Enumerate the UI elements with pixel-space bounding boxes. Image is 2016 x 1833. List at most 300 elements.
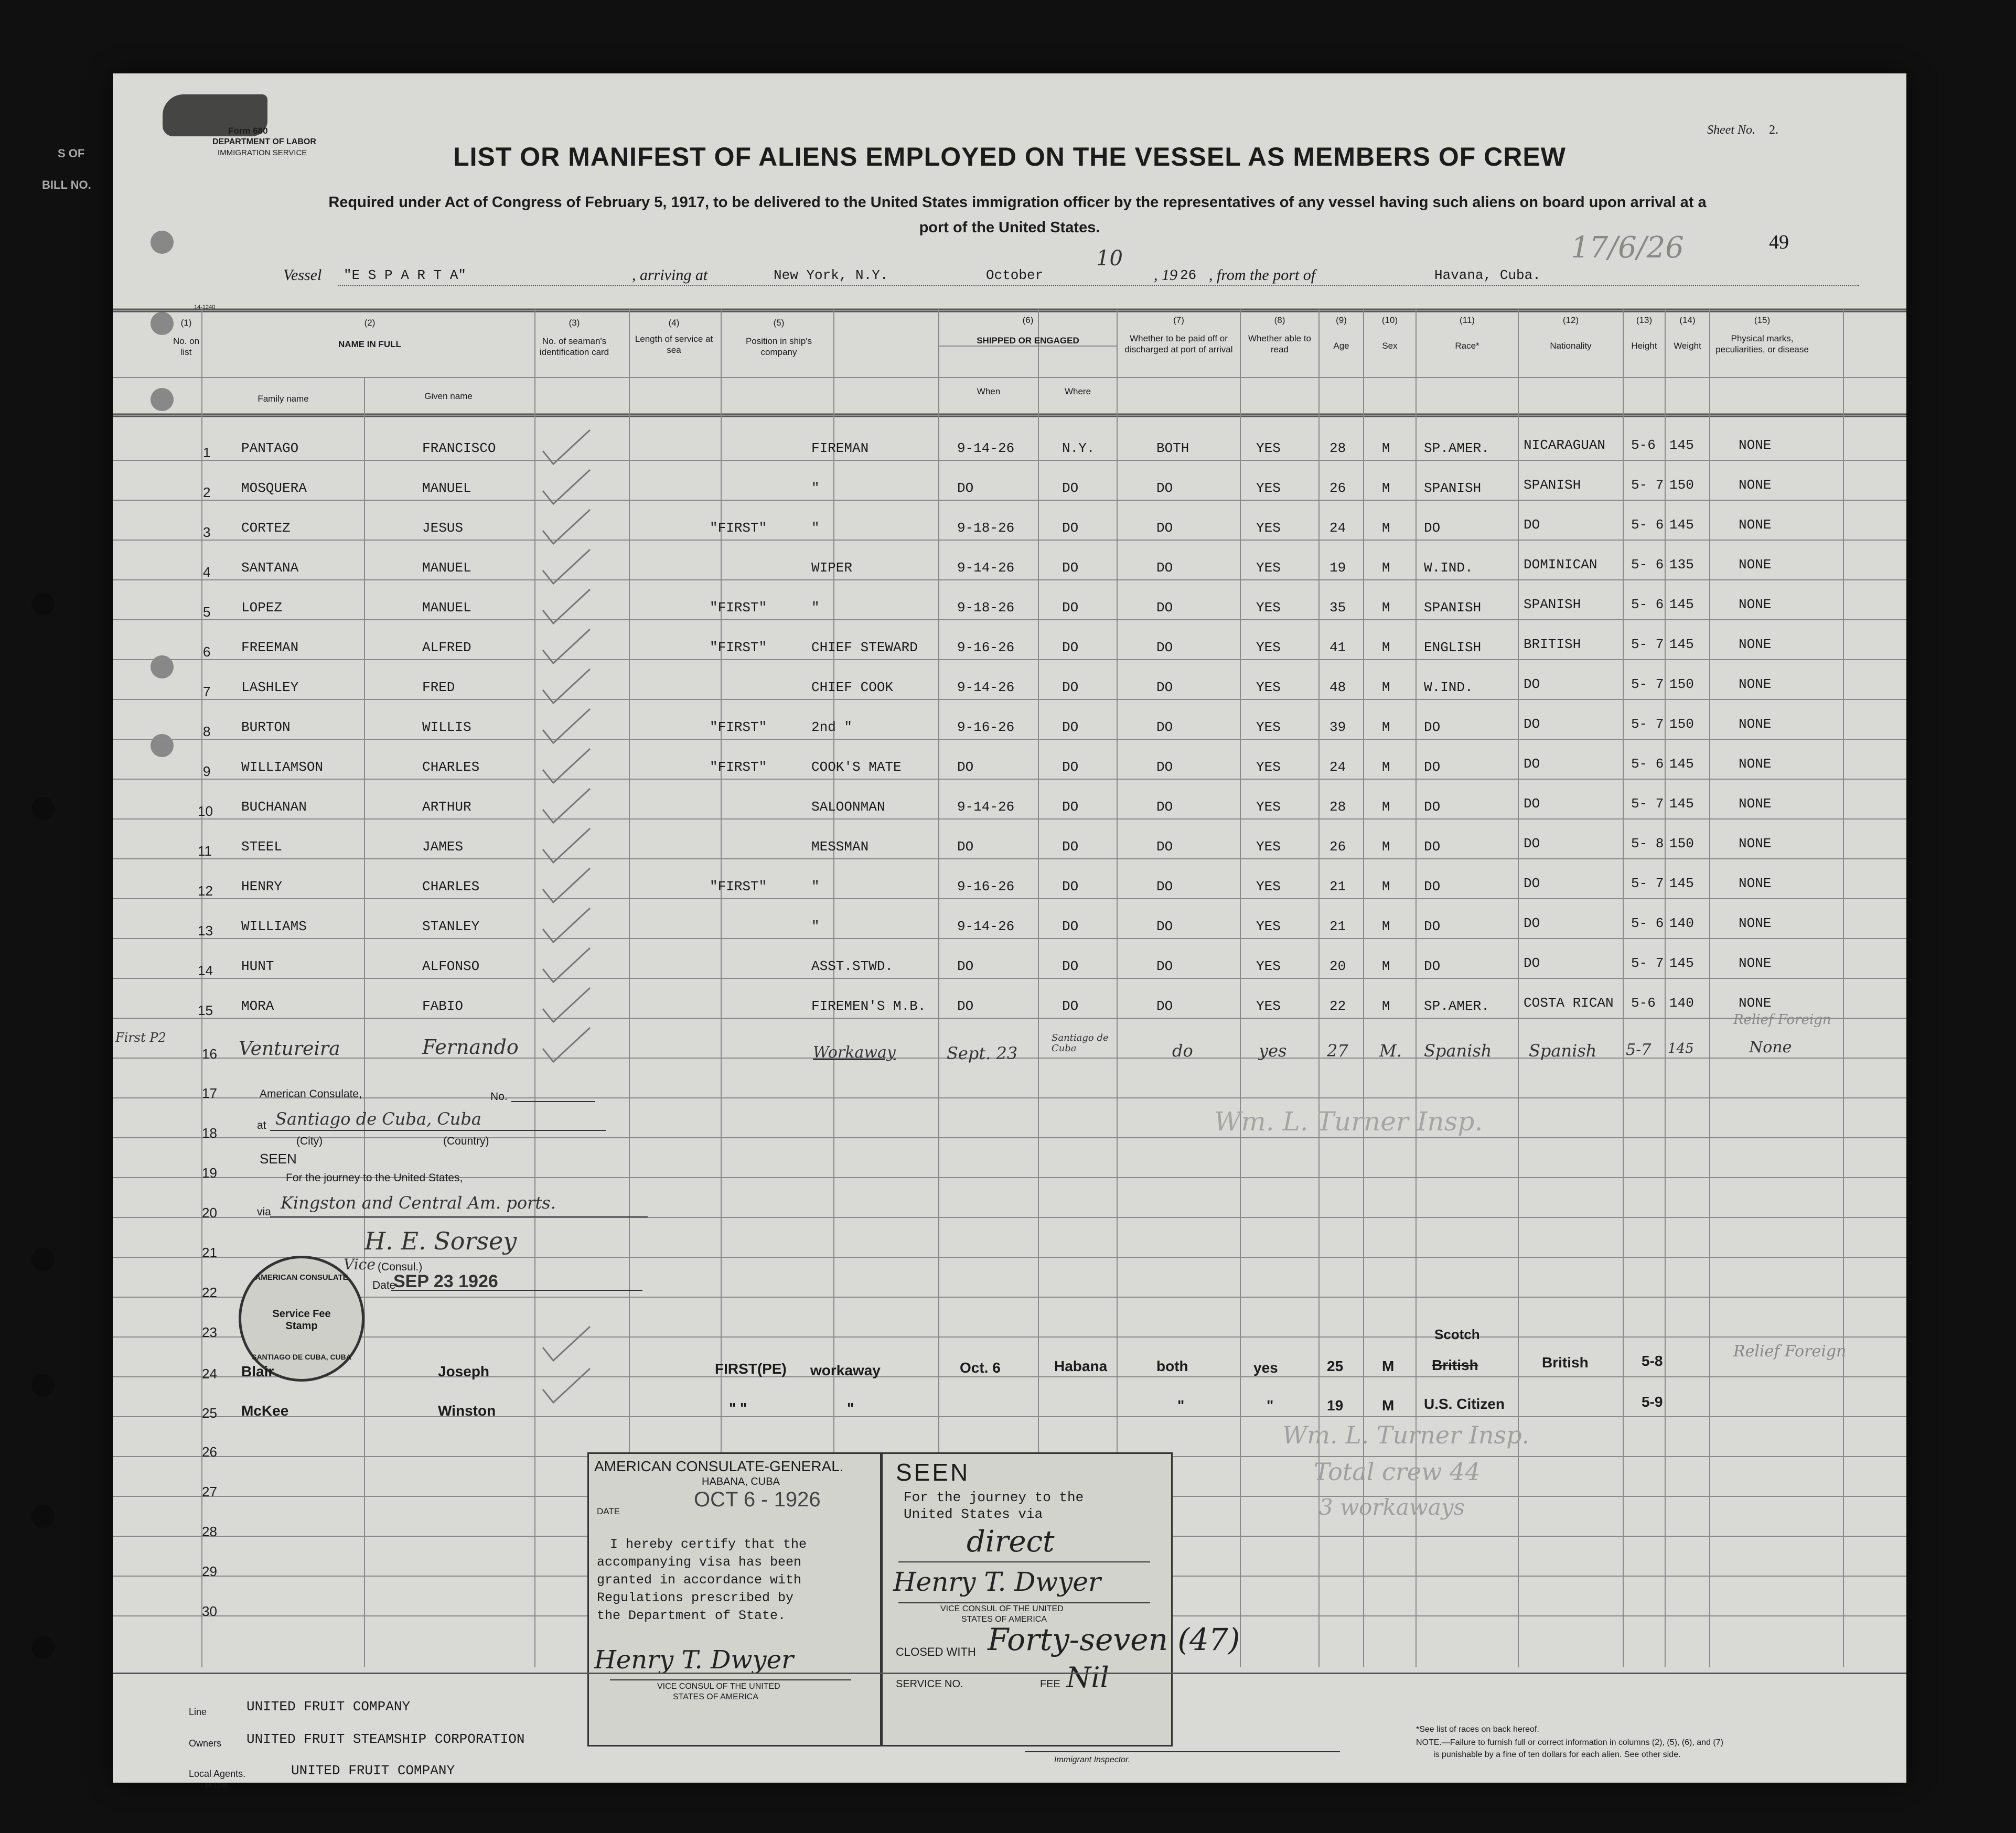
cell-where: N.Y. [1062, 440, 1095, 456]
punch-hole [31, 1248, 55, 1271]
row-number: 28 [202, 1524, 217, 1539]
cell-nationality: DO [1524, 676, 1540, 692]
cell-given: CHARLES [422, 759, 480, 775]
col-label: Weight [1674, 341, 1701, 351]
cell-position: " [811, 520, 820, 536]
row16-weight: 145 [1668, 1041, 1694, 1056]
seen-signature: Henry T. Dwyer [893, 1567, 1101, 1597]
row-number: 5 [203, 604, 211, 620]
cell-position: WIPER [811, 560, 853, 576]
inspector-note-2: Wm. L. Turner Insp. [1282, 1421, 1530, 1449]
cell-service: "FIRST" [710, 520, 767, 536]
check-marks [532, 419, 627, 1573]
sheet-label: Sheet No. [1707, 123, 1755, 137]
col-label: Physical marks, peculiarities, or disease [1715, 333, 1809, 354]
footer-note-1: NOTE.—Failure to furnish full or correct information in columns (2), (5), (6), and (7) [1416, 1738, 1723, 1747]
cell-position: CHIEF STEWARD [811, 640, 918, 655]
col-num: (11) [1460, 315, 1475, 325]
cell-when: 9-16-26 [957, 719, 1015, 735]
row-number: 14 [198, 963, 213, 978]
row24-race-struck: British [1432, 1357, 1478, 1373]
check-mark [543, 470, 590, 504]
cell-marks: NONE [1739, 637, 1772, 652]
cell-sex: M [1382, 560, 1390, 576]
cell-paid: DO [1156, 799, 1173, 815]
col-label: Sex [1382, 341, 1398, 351]
col-num: (4) [668, 318, 680, 328]
cell-given: ALFONSO [422, 958, 480, 974]
subtitle-line-1: Required under Act of Congress of February 5, 1917, to be delivered to the United States immigration officer by the representatives of any vessel having such aliens on board upon arrival at a [328, 194, 1707, 211]
seal-bottom-text: SANTIAGO DE CUBA, CUBA [252, 1353, 351, 1361]
inspector-label: Immigrant Inspector. [1054, 1755, 1131, 1764]
row-number: 6 [203, 644, 211, 660]
cell-position: ASST.STWD. [811, 958, 894, 974]
col-label: Length of service at sea [635, 334, 713, 355]
form-service: IMMIGRATION SERVICE [218, 148, 307, 157]
cell-when: 9-16-26 [957, 879, 1015, 894]
row-number: 29 [202, 1564, 217, 1579]
cell-position: FIREMEN'S M.B. [811, 998, 926, 1014]
cell-marks: NONE [1739, 716, 1772, 732]
row-number: 22 [202, 1285, 217, 1300]
cell-nationality: DO [1524, 716, 1540, 732]
cell-race: DO [1424, 759, 1441, 775]
stamp-date: OCT 6 - 1926 [694, 1488, 821, 1511]
cell-paid: DO [1156, 480, 1173, 496]
row25-age: 19 [1327, 1397, 1344, 1414]
col-num: (3) [569, 318, 580, 328]
check-mark [543, 948, 590, 982]
arrival-month: October [986, 267, 1044, 283]
cell-paid: BOTH [1156, 440, 1189, 456]
footer-owners-value: UNITED FRUIT STEAMSHIP CORPORATION [246, 1731, 525, 1747]
row-number: 7 [203, 684, 211, 699]
row24-age: 25 [1327, 1358, 1344, 1374]
sheet-number [1707, 123, 1778, 137]
col-label: Position in ship's company [745, 336, 812, 357]
stamp-cert-1: I hereby certify that the [610, 1537, 807, 1552]
cell-where: DO [1062, 998, 1079, 1014]
cell-height: 5- 7 [1631, 796, 1664, 812]
vessel-name: "E S P A R T A" [344, 267, 467, 283]
cell-age: 41 [1329, 640, 1346, 655]
col-label: No. on list [173, 336, 200, 357]
stamp-place: HABANA, CUBA [702, 1476, 780, 1487]
row24-when: Oct. 6 [960, 1360, 1001, 1376]
consulate-date-label: Date [372, 1279, 396, 1291]
stamp-role-2: STATES OF AMERICA [673, 1692, 758, 1701]
cell-race: DO [1424, 919, 1441, 934]
cell-height: 5- 6 [1631, 517, 1664, 533]
check-mark [543, 669, 590, 703]
col-header-marks [1710, 315, 1815, 355]
cell-weight: 135 [1669, 557, 1694, 573]
consulate-via-label: via [257, 1206, 271, 1218]
row16-age: 27 [1327, 1041, 1348, 1061]
col-label: No. of seaman's identification card [539, 336, 609, 357]
cell-nationality: SPANISH [1524, 597, 1581, 612]
col-header-shipped [939, 315, 1117, 346]
cell-position: COOK'S MATE [811, 759, 902, 775]
check-mark [543, 988, 590, 1022]
consulate-general-stamp [587, 1452, 882, 1746]
cell-weight: 145 [1669, 756, 1694, 772]
inspector-line [1025, 1751, 1340, 1752]
check-mark [543, 1368, 590, 1403]
col-header-where: Where [1064, 386, 1091, 396]
cell-paid: DO [1156, 680, 1173, 695]
cell-family: CORTEZ [241, 520, 291, 536]
row16-read: yes [1259, 1041, 1287, 1061]
footer-agents-label: Local Agents. [189, 1769, 246, 1779]
vessel-line [283, 266, 321, 284]
row25-position: " [847, 1400, 854, 1416]
row-number: 27 [202, 1484, 217, 1500]
cell-nationality: DO [1524, 836, 1540, 851]
row-number: 17 [202, 1085, 217, 1101]
consulate-country-label: (Country) [443, 1135, 489, 1147]
margin-fragment: S OF [58, 147, 85, 160]
row25-family: McKee [241, 1403, 289, 1419]
check-mark [543, 709, 590, 743]
seen-line-1: For the journey to the [904, 1490, 1084, 1505]
consulate-seal [239, 1256, 364, 1382]
cell-sex: M [1382, 600, 1390, 616]
seen-line-2: United States via [904, 1506, 1043, 1522]
cell-position: MESSMAN [811, 839, 869, 855]
col-header-height [1623, 315, 1665, 351]
cell-paid: DO [1156, 600, 1173, 616]
cell-age: 22 [1329, 998, 1346, 1014]
cell-where: DO [1062, 879, 1079, 894]
cell-read: YES [1256, 719, 1281, 735]
row16-height: 5-7 [1626, 1041, 1652, 1059]
cell-weight: 150 [1669, 836, 1694, 851]
cell-height: 5-6 [1631, 437, 1656, 453]
footer-agents-value: UNITED FRUIT COMPANY [291, 1763, 455, 1778]
cell-when: DO [957, 839, 974, 855]
check-mark [543, 789, 590, 823]
cell-nationality: COSTA RICAN [1524, 995, 1614, 1011]
col-header-family: Family name [258, 394, 309, 404]
cell-given: FRANCISCO [422, 440, 496, 456]
cell-paid: DO [1156, 640, 1173, 655]
row-number: 1 [203, 445, 211, 460]
cell-sex: M [1382, 799, 1390, 815]
cell-where: DO [1062, 958, 1079, 974]
cell-paid: DO [1156, 560, 1173, 576]
cell-nationality: DO [1524, 876, 1540, 891]
cell-paid: DO [1156, 958, 1173, 974]
consulate-at-label: at [257, 1119, 266, 1131]
cell-when: 9-16-26 [957, 640, 1015, 655]
row-number: 11 [198, 843, 212, 859]
row25-sex: M [1382, 1397, 1395, 1414]
col-label: NAME IN FULL [338, 339, 401, 349]
cell-race: SP.AMER. [1424, 440, 1489, 456]
cell-given: STANLEY [422, 919, 480, 934]
cell-race: DO [1424, 719, 1441, 735]
cell-paid: DO [1156, 759, 1173, 775]
stamp-role-1: VICE CONSUL OF THE UNITED [657, 1682, 780, 1691]
col-label: Age [1333, 341, 1349, 351]
row16-note: First P2 [115, 1030, 166, 1045]
arriving-label: , arriving at [632, 266, 708, 284]
cell-weight: 150 [1669, 477, 1694, 493]
cell-family: MORA [241, 998, 274, 1014]
cell-height: 5- 6 [1631, 557, 1664, 573]
row-number: 4 [203, 564, 211, 580]
cell-age: 24 [1329, 520, 1346, 536]
stamp-cert-2: accompanying visa has been [597, 1555, 802, 1570]
from-label: , from the port of [1209, 266, 1316, 284]
cell-sex: M [1382, 879, 1390, 894]
cell-read: YES [1256, 919, 1281, 934]
row-number: 8 [203, 724, 211, 739]
cell-weight: 140 [1669, 995, 1694, 1011]
row-number: 3 [203, 524, 211, 540]
consulate-signature: H. E. Sorsey [364, 1227, 517, 1255]
row25-paid: " [1177, 1397, 1185, 1414]
cell-age: 24 [1329, 759, 1346, 775]
cell-sex: M [1382, 520, 1390, 536]
cell-family: LOPEZ [241, 600, 283, 616]
punch-hole [31, 797, 55, 820]
consulate-vice: Vice [344, 1256, 376, 1273]
cell-paid: DO [1156, 879, 1173, 894]
col-header-given: Given name [424, 391, 473, 401]
cell-when: DO [957, 759, 974, 775]
stamp-cert-3: granted in accordance with [597, 1572, 802, 1588]
cell-height: 5- 7 [1631, 716, 1664, 732]
cell-family: HUNT [241, 958, 274, 974]
cell-family: PANTAGO [241, 440, 299, 456]
cell-age: 21 [1329, 919, 1346, 934]
col-label: Height [1631, 341, 1657, 351]
cell-family: LASHLEY [241, 680, 299, 695]
cell-height: 5-6 [1631, 995, 1656, 1011]
cell-where: DO [1062, 799, 1079, 815]
cell-age: 21 [1329, 879, 1346, 894]
row-number: 16 [202, 1046, 217, 1062]
check-mark [543, 868, 590, 902]
seen-via-line [898, 1561, 1150, 1562]
consulate-date-line [391, 1290, 642, 1291]
cell-where: DO [1062, 759, 1079, 775]
cell-service: "FIRST" [710, 640, 767, 655]
col-header-race [1416, 315, 1518, 351]
row16-race: Spanish [1424, 1041, 1492, 1061]
row24-given: Joseph [438, 1363, 490, 1379]
cell-service: "FIRST" [710, 759, 767, 775]
col-label: Whether able to read [1248, 333, 1311, 354]
col-num: (6) [1022, 315, 1034, 325]
cell-where: DO [1062, 560, 1079, 576]
cell-age: 26 [1329, 480, 1346, 496]
cell-age: 20 [1329, 958, 1346, 974]
cell-given: MANUEL [422, 600, 471, 616]
check-mark [543, 629, 590, 663]
col-header-no [168, 317, 205, 358]
col-header-idcard [535, 317, 614, 358]
seen-service-label: SERVICE NO. [896, 1678, 963, 1690]
cell-when: 9-14-26 [957, 560, 1015, 576]
cell-age: 19 [1329, 560, 1346, 576]
footer-separator [113, 1673, 1906, 1674]
cell-read: YES [1256, 759, 1281, 775]
cell-where: DO [1062, 520, 1079, 536]
cell-when: 9-18-26 [957, 600, 1015, 616]
row-number: 19 [202, 1165, 217, 1181]
cell-age: 28 [1329, 440, 1346, 456]
form-code: 14-1240 [194, 304, 216, 310]
cell-position: FIREMAN [811, 440, 869, 456]
row-number: 10 [198, 803, 213, 819]
cell-where: DO [1062, 719, 1079, 735]
cell-given: JESUS [422, 520, 464, 536]
col-num: (14) [1679, 315, 1696, 325]
seen-closed-value: Forty-seven (47) [988, 1622, 1240, 1657]
seen-stamp [881, 1452, 1240, 1746]
check-mark [543, 430, 590, 464]
cell-position: CHIEF COOK [811, 680, 894, 695]
row-number: 13 [198, 923, 213, 939]
consulate-seen: SEEN [260, 1151, 297, 1167]
col-num: (7) [1173, 315, 1184, 325]
cell-race: DO [1424, 839, 1441, 855]
seen-via: direct [967, 1525, 1055, 1559]
seen-title: SEEN [896, 1459, 970, 1486]
manifest-sheet [113, 73, 1906, 1789]
seen-fee-label: FEE [1040, 1678, 1060, 1690]
cell-race: W.IND. [1424, 680, 1473, 695]
cell-marks: NONE [1739, 995, 1772, 1011]
cell-weight: 150 [1669, 716, 1694, 732]
row25-given: Winston [438, 1403, 496, 1419]
row16-family: Ventureira [239, 1038, 340, 1060]
cell-where: DO [1062, 480, 1079, 496]
col-num: (1) [180, 318, 192, 328]
margin-fragment: BILL NO. [42, 178, 91, 191]
departure-port: Havana, Cuba. [1434, 267, 1541, 283]
row16-marks-extra: Relief Foreign [1733, 1012, 1831, 1028]
cell-read: YES [1256, 839, 1281, 855]
cell-read: YES [1256, 680, 1281, 695]
col-header-age [1319, 315, 1364, 351]
row16-given: Fernando [422, 1036, 519, 1059]
cell-weight: 145 [1669, 517, 1694, 533]
cell-race: DO [1424, 879, 1441, 894]
col-header-when: When [977, 386, 1001, 396]
vessel-underline [338, 285, 1859, 286]
cell-sex: M [1382, 839, 1390, 855]
cell-marks: NONE [1739, 676, 1772, 692]
cell-height: 5- 7 [1631, 876, 1664, 891]
cell-weight: 145 [1669, 437, 1694, 453]
row-number: 2 [203, 484, 211, 500]
seal-top-text: AMERICAN CONSULATE [255, 1273, 348, 1282]
cell-read: YES [1256, 440, 1281, 456]
cell-family: WILLIAMS [241, 919, 307, 934]
cell-race: W.IND. [1424, 560, 1473, 576]
cell-given: ALFRED [422, 640, 471, 655]
row24-position: workaway [810, 1362, 881, 1378]
cell-height: 5- 6 [1631, 756, 1664, 772]
row16-sex: M. [1379, 1041, 1402, 1061]
arrival-year: 26 [1180, 267, 1197, 283]
col-label: Nationality [1550, 341, 1592, 351]
cell-where: DO [1062, 839, 1079, 855]
seen-role-2: STATES OF AMERICA [961, 1615, 1047, 1624]
cell-height: 5- 6 [1631, 597, 1664, 612]
row-number: 15 [198, 1002, 213, 1018]
arrival-day: 10 [1096, 246, 1123, 271]
col-header-paid [1117, 315, 1240, 355]
cell-sex: M [1382, 919, 1390, 934]
seen-sign-line [898, 1602, 1150, 1603]
row25-height: 5-9 [1642, 1394, 1663, 1410]
row-number: 23 [202, 1324, 217, 1340]
footer-form-code: 14-1240 [205, 1782, 228, 1789]
check-mark [543, 749, 590, 783]
col-header-name [205, 317, 535, 350]
cell-service: "FIRST" [710, 879, 767, 894]
cell-weight: 140 [1669, 915, 1694, 931]
cell-nationality: DOMINICAN [1524, 557, 1597, 573]
row24-where: Habana [1054, 1358, 1108, 1374]
seen-role-1: VICE CONSUL OF THE UNITED [940, 1604, 1064, 1613]
cell-read: YES [1256, 600, 1281, 616]
row-number: 26 [202, 1444, 217, 1460]
cell-race: DO [1424, 799, 1441, 815]
col-header-nationality [1518, 315, 1623, 351]
cell-sex: M [1382, 480, 1390, 496]
cell-when: DO [957, 958, 974, 974]
cell-race: SP.AMER. [1424, 998, 1489, 1014]
check-mark [543, 1028, 590, 1062]
cell-given: JAMES [422, 839, 464, 855]
footer-note-2: is punishable by a fine of ten dollars for each alien. See other side. [1433, 1750, 1681, 1759]
cell-read: YES [1256, 520, 1281, 536]
stamp-sign-line [610, 1679, 851, 1680]
check-mark [543, 510, 590, 544]
cell-paid: DO [1156, 998, 1173, 1014]
cell-sex: M [1382, 719, 1390, 735]
inspector-note-1: Wm. L. Turner Insp. [1214, 1106, 1483, 1137]
cell-family: BURTON [241, 719, 291, 735]
consulate-city-label: (City) [296, 1135, 323, 1147]
cell-position: 2nd " [811, 719, 853, 735]
cell-age: 35 [1329, 600, 1346, 616]
col-num: (5) [773, 318, 785, 328]
row24-height: 5-8 [1642, 1353, 1663, 1369]
consulate-via-line [270, 1216, 648, 1217]
cell-nationality: DO [1524, 915, 1540, 931]
row16-paid: do [1172, 1041, 1193, 1061]
row24-marks: Relief Foreign [1733, 1342, 1847, 1361]
cell-given: MANUEL [422, 560, 471, 576]
row24-read: yes [1253, 1360, 1278, 1376]
cell-paid: DO [1156, 919, 1173, 934]
col-header-sex [1364, 315, 1416, 351]
row24-sex: M [1382, 1358, 1395, 1374]
col-num: (8) [1274, 315, 1285, 325]
cell-nationality: DO [1524, 517, 1540, 533]
cell-sex: M [1382, 440, 1390, 456]
cell-where: DO [1062, 600, 1079, 616]
cell-weight: 150 [1669, 676, 1694, 692]
row16-position: Workaway [813, 1043, 896, 1062]
